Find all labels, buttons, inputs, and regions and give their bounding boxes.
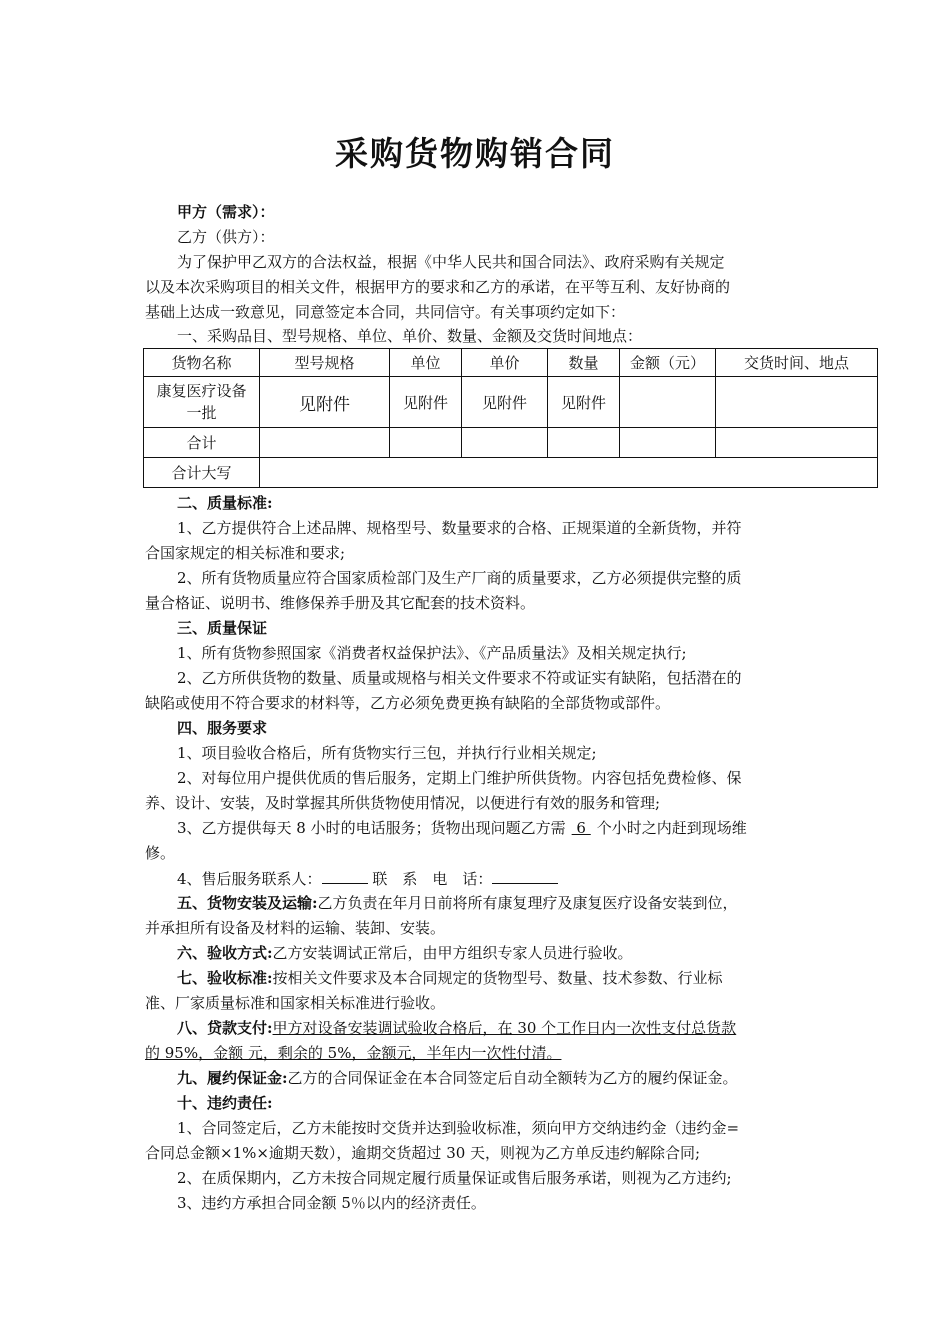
total-caps-value [260,458,878,488]
section-4-heading: 四、服务要求 [177,719,268,737]
goods-name-line-1: 康复医疗设备 [156,382,247,400]
phone-blank [492,868,558,884]
s3-line: 1、所有货物参照国家《消费者权益保护法》、《产品质量法》及相关规定执行; [177,644,687,662]
section-5-heading: 五、货物安装及运输: [177,894,318,912]
unit-cell: 见附件 [390,377,462,428]
section-2-heading: 二、质量标准: [177,494,273,512]
section-9-line [177,1068,857,1088]
spec-cell: 见附件 [260,377,390,428]
delivery-cell [716,377,878,428]
total-caps-label: 合计大写 [144,458,260,488]
table-cell [548,428,620,458]
amount-cell [620,377,716,428]
goods-name-line-2: 一批 [186,404,217,422]
s8-line: 的 95%，金额 元，剩余的 5%，金额元，半年内一次性付清。 [145,1044,562,1062]
contact-blank [322,868,368,884]
s7-text: 按相关文件要求及本合同规定的货物型号、数量、技术参数、行业标 [272,969,723,987]
section-6-line [177,943,857,963]
party-a-label: 甲方（需求）： [177,203,275,221]
s5-line: 并承担所有设备及材料的运输、装卸、安装。 [145,919,446,937]
contact-label: 4、售后服务联系人： [177,870,322,888]
header-cell: 单位 [390,349,462,377]
goods-table [143,348,878,488]
section-7-line [177,968,857,988]
s10-line: 1、合同签定后，乙方未能按时交货并达到验收标准，须向甲方交纳违约金（违约金= [177,1119,740,1137]
s4-p3-post: 个小时之内赶到现场维 [596,819,747,837]
section-9-heading: 九、履约保证金: [177,1069,288,1087]
header-cell: 单价 [462,349,548,377]
table-cell [390,428,462,458]
response-hours: 6 [571,819,591,837]
section-10-heading: 十、违约责任: [177,1094,273,1112]
section-6-heading: 六、验收方式: [177,944,273,962]
section-5-line [177,893,857,913]
table-cell [620,428,716,458]
table-cell [462,428,548,458]
s8-text: 甲方对设备安装调试验收合格后，在 30 个工作日内一次性支付总货款 [272,1019,737,1037]
unit-price-cell: 见附件 [462,377,548,428]
contract-title: 采购货物购销合同 [335,134,615,173]
table-row [144,377,878,428]
table-cell [260,428,390,458]
s4-p3-pre: 3、乙方提供每天 8 小时的电话服务；货物出现问题乙方需 [177,819,566,837]
s9-text: 乙方的合同保证金在本合同签定后自动全额转为乙方的履约保证金。 [287,1069,738,1087]
s3-line: 2、乙方所供货物的数量、质量或规格与相关文件要求不符或证实有缺陷，包括潜在的 [177,669,742,687]
party-b-label: 乙方（供方）： [177,228,275,246]
section-8-heading: 八、贷款支付: [177,1019,273,1037]
section-7-heading: 七、验收标准: [177,969,273,987]
intro-line-3: 基础上达成一致意见，同意签定本合同，共同信守。有关事项约定如下： [145,303,626,321]
section-1-heading: 一、采购品目、型号规格、单位、单价、数量、金额及交货时间地点： [177,327,643,345]
s4-line-3 [177,818,857,838]
header-cell: 数量 [548,349,620,377]
s2-line: 1、乙方提供符合上述品牌、规格型号、数量要求的合格、正规渠道的全新货物，并符 [177,519,742,537]
table-cell [716,428,878,458]
intro-line-2: 以及本次采购项目的相关文件，根据甲方的要求和乙方的承诺，在平等互利、友好协商的 [145,278,731,296]
phone-label: 联 系 电 话： [372,870,493,888]
intro-line-1: 为了保护甲乙双方的合法权益，根据《中华人民共和国合同法》、政府采购有关规定 [177,253,725,271]
header-cell: 货物名称 [144,349,260,377]
s10-line: 2、在质保期内，乙方未按合同规定履行质量保证或售后服务承诺，则视为乙方违约; [177,1169,732,1187]
total-label: 合计 [144,428,260,458]
s10-line: 合同总金额×1%×逾期天数），逾期交货超过 30 天，则视为乙方单反违约解除合同; [145,1144,701,1162]
section-8-line [177,1018,857,1038]
quantity-cell: 见附件 [548,377,620,428]
s5-text: 乙方负责在年月日前将所有康复理疗及康复医疗设备安装到位， [317,894,738,912]
goods-name-cell [144,377,260,428]
s4-line: 修。 [145,844,176,862]
total-caps-row [144,458,878,488]
s2-line: 合国家规定的相关标准和要求; [145,544,346,562]
s3-line: 缺陷或使用不符合要求的材料等，乙方必须免费更换有缺陷的全部货物或部件。 [145,694,671,712]
s2-line: 2、所有货物质量应符合国家质检部门及生产厂商的质量要求，乙方必须提供完整的质 [177,569,742,587]
s4-line: 养、设计、安装，及时掌握其所供货物使用情况，以便进行有效的服务和管理; [145,794,661,812]
header-cell: 金额（元） [620,349,716,377]
table-header-row [144,349,878,377]
header-cell: 交货时间、地点 [716,349,878,377]
header-cell: 型号规格 [260,349,390,377]
section-3-heading: 三、质量保证 [177,619,268,637]
s4-line-4 [177,868,857,889]
s6-text: 乙方安装调试正常后，由甲方组织专家人员进行验收。 [272,944,633,962]
total-row [144,428,878,458]
s4-line: 2、对每位用户提供优质的售后服务，定期上门维护所供货物。内容包括免费检修、保 [177,769,742,787]
s2-line: 量合格证、说明书、维修保养手册及其它配套的技术资料。 [145,594,536,612]
s10-line: 3、违约方承担合同金额 5％以内的经济责任。 [177,1194,486,1212]
s4-line: 1、项目验收合格后，所有货物实行三包，并执行行业相关规定; [177,744,597,762]
s7-line: 准、厂家质量标准和国家相关标准进行验收。 [145,994,446,1012]
